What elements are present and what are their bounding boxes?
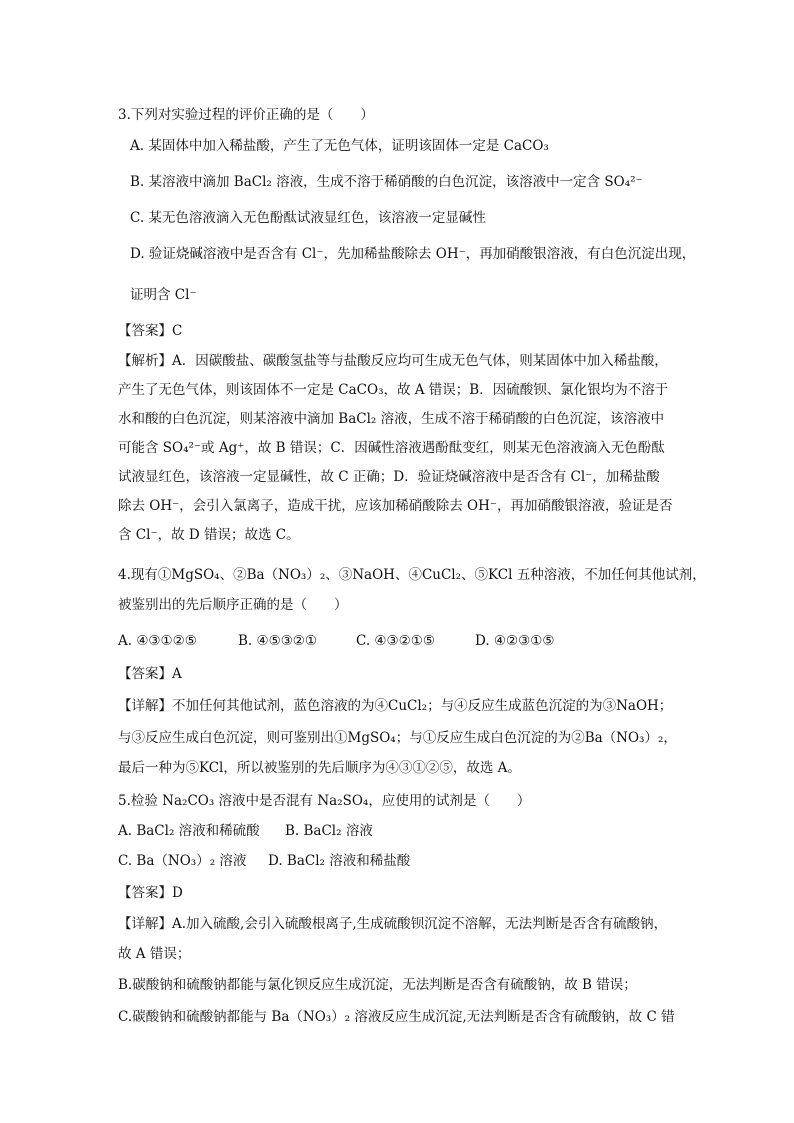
q3-option-a: A. 某固体中加入稀盐酸，产生了无色气体，证明该固体一定是 CaCO₃ bbox=[130, 138, 549, 154]
q5-explanation-line: C.碳酸钠和硫酸钠都能与 Ba（NO₃）₂ 溶液反应生成沉淀,无法判断是否含有硫酸钠，故 C 错 bbox=[118, 1009, 675, 1025]
q3-explanation-line: 含 Cl⁻，故 D 错误；故选 C。 bbox=[118, 527, 300, 543]
q4-option-b: B. ④⑤③②① bbox=[238, 633, 318, 649]
q4-option-c: C. ④③②①⑤ bbox=[356, 633, 435, 649]
q4-stem-line2: 被鉴别出的先后顺序正确的是（ ） bbox=[118, 597, 348, 613]
q4-explanation-line: 【详解】不加任何其他试剂，蓝色溶液的为④CuCl₂；与④反应生成蓝色沉淀的为③NaOH； bbox=[118, 698, 673, 714]
q4-option-d: D. ④②③①⑤ bbox=[475, 633, 555, 649]
q4-stem-line1: 4.现有①MgSO₄、②Ba（NO₃）₂、③NaOH、④CuCl₂、⑤KCl 五种溶液，不加任何其他试剂， bbox=[118, 567, 706, 583]
q5-option-b: B. BaCl₂ 溶液 bbox=[285, 823, 373, 839]
q3-answer: 【答案】C bbox=[118, 323, 183, 339]
q3-explanation-line: 产生了无色气体，则该固体不一定是 CaCO₃，故 A 错误；B．因硫酸钡、氯化银均为不溶于 bbox=[118, 382, 669, 398]
q3-explanation-line: 水和酸的白色沉淀，则某溶液中滴加 BaCl₂ 溶液，生成不溶于稀硝酸的白色沉淀，该溶液中 bbox=[118, 411, 665, 427]
q5-option-a: A. BaCl₂ 溶液和稀硫酸 bbox=[118, 823, 260, 839]
q5-option-d: D. BaCl₂ 溶液和稀盐酸 bbox=[268, 853, 411, 869]
q3-stem: 3.下列对实验过程的评价正确的是（ ） bbox=[118, 107, 374, 123]
q5-explanation-line: 故 A 错误； bbox=[118, 946, 191, 962]
q5-explanation-line: B.碳酸钠和硫酸钠都能与氯化钡反应生成沉淀，无法判断是否含有硫酸钠，故 B 错误； bbox=[118, 977, 637, 993]
q3-explanation-line: 除去 OH⁻，会引入氯离子，造成干扰，应该加稀硝酸除去 OH⁻，再加硝酸银溶液，验证是否 bbox=[118, 498, 673, 514]
q3-option-d-line1: D. 验证烧碱溶液中是否含有 Cl⁻，先加稀盐酸除去 OH⁻，再加硝酸银溶液，有白色沉淀出现， bbox=[130, 246, 696, 262]
q3-option-d-line2: 证明含 Cl⁻ bbox=[130, 287, 197, 303]
q5-explanation-line: 【详解】A.加入硫酸,会引入硫酸根离子,生成硫酸钡沉淀不溶解，无法判断是否含有硫酸钠， bbox=[118, 916, 668, 932]
q3-option-c: C. 某无色溶液滴入无色酚酞试液显红色，该溶液一定显碱性 bbox=[130, 210, 486, 226]
q5-option-c: C. Ba（NO₃）₂ 溶液 bbox=[118, 853, 247, 869]
q4-option-a: A. ④③①②⑤ bbox=[118, 633, 197, 649]
q5-stem: 5.检验 Na₂CO₃ 溶液中是否混有 Na₂SO₄，应使用的试剂是（ ） bbox=[118, 793, 531, 809]
q3-explanation-line: 试液显红色，该溶液一定显碱性，故 C 正确；D．验证烧碱溶液中是否含有 Cl⁻，加稀盐酸 bbox=[118, 469, 660, 485]
q3-explanation-line: 【解析】A．因碳酸盐、碳酸氢盐等与盐酸反应均可生成无色气体，则某固体中加入稀盐酸， bbox=[118, 353, 668, 369]
q5-answer: 【答案】D bbox=[118, 885, 183, 901]
q4-explanation-line: 最后一种为⑤KCl，所以被鉴别的先后顺序为④③①②⑤，故选 A。 bbox=[118, 760, 521, 776]
q4-explanation-line: 与③反应生成白色沉淀，则可鉴别出①MgSO₄；与①反应生成白色沉淀的为②Ba（NO₃）₂， bbox=[118, 730, 677, 746]
q3-option-b: B. 某溶液中滴加 BaCl₂ 溶液，生成不溶于稀硝酸的白色沉淀，该溶液中一定含 SO₄²⁻ bbox=[130, 174, 643, 190]
q3-explanation-line: 可能含 SO₄²⁻或 Ag⁺，故 B 错误；C．因碱性溶液遇酚酞变红，则某无色溶液滴入无色酚酞 bbox=[118, 440, 665, 456]
q4-answer: 【答案】A bbox=[118, 666, 182, 682]
